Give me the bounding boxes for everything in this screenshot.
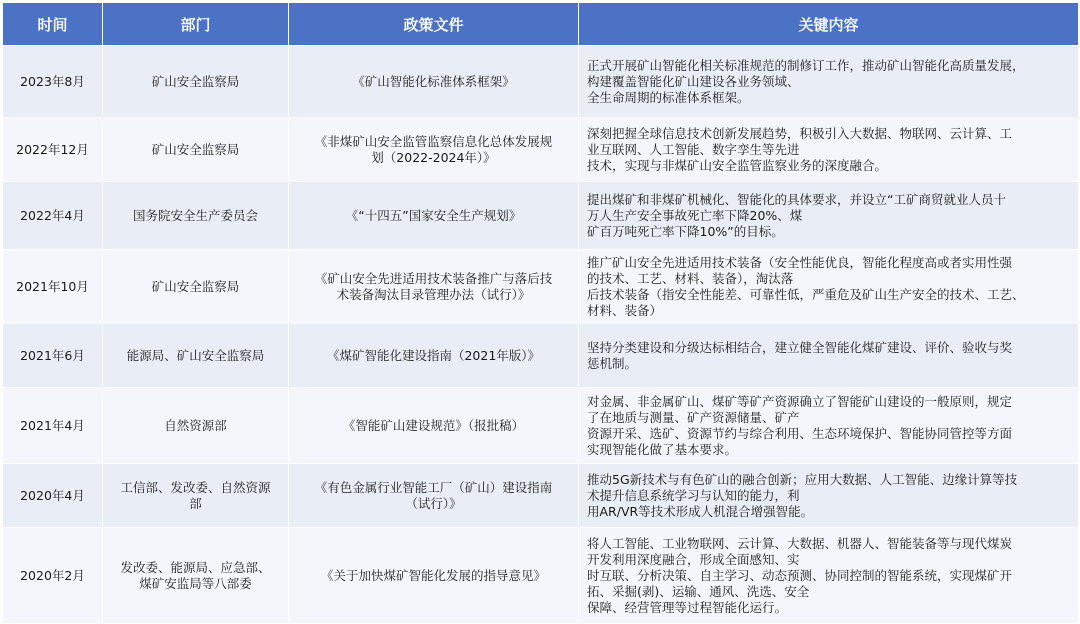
cell-dept (103, 118, 289, 182)
content-line: 业互联网、人工智能、数字孪生等先进 (587, 141, 800, 157)
dept-line: 国务院安全生产委员会 (132, 207, 258, 223)
content-line: 对金属、非金属矿山、煤矿等矿产资源确立了智能矿山建设的一般原则，规定 (587, 393, 1013, 409)
content-line: 实现智能化做了基本要求。 (587, 441, 738, 457)
content-line: 了在地质与测量、矿产资源储量、矿产 (587, 409, 800, 425)
content-line: 万人生产安全事故死亡率下降20%、煤 (587, 207, 803, 223)
cell-dept (103, 250, 289, 324)
cell-dept (103, 182, 289, 250)
cell-doc (289, 388, 579, 464)
dept-line: 工信部、发改委、自然资源 (120, 479, 271, 495)
dept-line: 煤矿安监局等八部委 (139, 575, 252, 591)
doc-line: 《关于加快煤矿智能化发展的指导意见》 (320, 567, 546, 583)
content-line: 技术，实现与非煤矿山安全监管监察业务的深度融合。 (587, 157, 888, 173)
content-line: 矿百万吨死亡率下降10%”的目标。 (587, 223, 784, 239)
cell-time: 2020年4月 (3, 464, 103, 528)
content-line: 时互联、分析决策、自主学习、动态预测、协同控制的智能系统，实现煤矿开 (587, 567, 1013, 583)
cell-dept (103, 324, 289, 388)
cell-doc (289, 324, 579, 388)
cell-content (579, 46, 1079, 118)
content-line: 用AR/VR等技术形成人机混合增强智能。 (587, 503, 814, 519)
policy-table (2, 2, 1079, 624)
doc-line: 《矿山智能化标准体系框架》 (352, 73, 515, 89)
doc-line: 《智能矿山建设规范》（报批稿） (342, 417, 525, 433)
content-line: 推广矿山安全先进适用技术装备（安全性能优良，智能化程度高或者实用性强 (587, 254, 1013, 270)
doc-line: 《矿山安全先进适用技术装备推广与落后技 (314, 270, 553, 286)
dept-line: 矿山安全监察局 (151, 73, 240, 89)
table-row (3, 182, 1079, 250)
cell-time: 2023年8月 (3, 46, 103, 118)
content-line: 开发利用深度融合，形成全面感知、实 (587, 551, 800, 567)
cell-dept (103, 388, 289, 464)
doc-line: 划（2022-2024年）》 (371, 149, 496, 165)
cell-content (579, 388, 1079, 464)
cell-content (579, 182, 1079, 250)
cell-doc (289, 250, 579, 324)
content-line: 拓、采掘(剥)、运输、通风、洗选、安全 (587, 583, 810, 599)
cell-time: 2020年2月 (3, 528, 103, 624)
doc-line: 术装备淘汰目录管理办法（试行）》 (336, 286, 531, 302)
table-row (3, 388, 1079, 464)
cell-doc (289, 182, 579, 250)
content-line: 资源开采、选矿、资源节约与综合利用、生态环境保护、智能协同管控等方面 (587, 425, 1013, 441)
cell-content (579, 528, 1079, 624)
dept-line: 矿山安全监察局 (151, 141, 240, 157)
content-line: 术提升信息系统学习与认知的能力，利 (587, 487, 800, 503)
content-line: 构建覆盖智能化矿山建设各业务领域、 (587, 73, 800, 89)
header-dept: 部门 (103, 3, 289, 46)
doc-line: （试行）》 (405, 495, 462, 511)
dept-line: 能源局、矿山安全监察局 (126, 347, 265, 363)
cell-doc (289, 464, 579, 528)
content-line: 的技术、工艺、材料、装备），淘汰落 (587, 270, 794, 286)
header-content: 关键内容 (579, 3, 1079, 46)
dept-line: 部 (189, 495, 202, 511)
doc-line: 《有色金属行业智能工厂（矿山）建设指南 (314, 479, 553, 495)
cell-time: 2021年6月 (3, 324, 103, 388)
cell-doc (289, 46, 579, 118)
header-time: 时间 (3, 3, 103, 46)
cell-doc (289, 118, 579, 182)
cell-content (579, 118, 1079, 182)
content-line: 惩机制。 (587, 355, 638, 371)
cell-time: 2021年4月 (3, 388, 103, 464)
table-body (3, 46, 1079, 624)
table-row (3, 118, 1079, 182)
cell-content (579, 324, 1079, 388)
table-row (3, 528, 1079, 624)
cell-time: 2022年12月 (3, 118, 103, 182)
table-header-row (3, 3, 1079, 46)
cell-dept (103, 46, 289, 118)
table-row (3, 464, 1079, 528)
dept-line: 自然资源部 (164, 417, 227, 433)
cell-doc (289, 528, 579, 624)
cell-time: 2022年4月 (3, 182, 103, 250)
header-doc: 政策文件 (289, 3, 579, 46)
content-line: 坚持分类建设和分级达标相结合，建立健全智能化煤矿建设、评价、验收与奖 (587, 339, 1013, 355)
content-line: 后技术装备（指安全性能差、可靠性低，严重危及矿山生产安全的技术、工艺、 (587, 286, 1025, 302)
cell-content (579, 250, 1079, 324)
content-line: 保障、经营管理等过程智能化运行。 (587, 599, 788, 615)
doc-line: 《煤矿智能化建设指南（2021年版）》 (326, 347, 541, 363)
content-line: 正式开展矿山智能化相关标准规范的制修订工作，推动矿山智能化高质量发展， (587, 57, 1025, 73)
table-row (3, 250, 1079, 324)
dept-line: 矿山安全监察局 (151, 278, 240, 294)
dept-line: 发改委、能源局、应急部、 (120, 559, 271, 575)
content-line: 将人工智能、工业物联网、云计算、大数据、机器人、智能装备等与现代煤炭 (587, 535, 1013, 551)
cell-time: 2021年10月 (3, 250, 103, 324)
doc-line: 《“十四五”国家安全生产规划》 (345, 207, 522, 223)
content-line: 深刻把握全球信息技术创新发展趋势，积极引入大数据、物联网、云计算、工 (587, 125, 1013, 141)
content-line: 提出煤矿和非煤矿机械化、智能化的具体要求，并设立“工矿商贸就业人员十 (587, 191, 1006, 207)
content-line: 推动5G新技术与有色矿山的融合创新；应用大数据、人工智能、边缘计算等技 (587, 471, 1018, 487)
doc-line: 《非煤矿山安全监管监察信息化总体发展规 (314, 133, 553, 149)
cell-dept (103, 464, 289, 528)
cell-content (579, 464, 1079, 528)
table-row (3, 46, 1079, 118)
cell-dept (103, 528, 289, 624)
table-row (3, 324, 1079, 388)
content-line: 材料、装备） (587, 302, 663, 318)
content-line: 全生命周期的标准体系框架。 (587, 89, 750, 105)
